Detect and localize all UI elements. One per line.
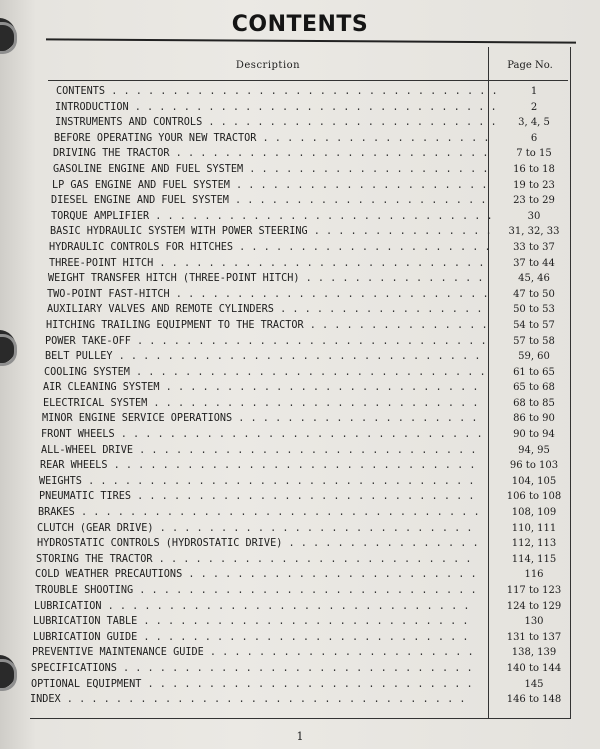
entry-description: WEIGHT TRANSFER HITCH (THREE-POINT HITCH) . . .	[48, 271, 488, 287]
contents-row	[30, 365, 578, 381]
entry-page: 31, 32, 33	[508, 226, 560, 238]
contents-row	[30, 645, 578, 661]
entry-description: INSTRUMENTS AND CONTROLS . . .	[55, 115, 495, 131]
entry-description: HYDROSTATIC CONTROLS (HYDROSTATIC DRIVE) . . .	[37, 536, 477, 552]
entry-page: 96 to 103	[509, 460, 559, 472]
entry-page: 1	[530, 86, 538, 97]
contents-row	[30, 552, 578, 568]
entry-description: BELT PULLEY . . .	[45, 349, 485, 365]
entry-page: 138, 139	[511, 647, 557, 659]
binder-ring-icon	[0, 334, 17, 366]
entry-description: LUBRICATION . . .	[34, 599, 474, 615]
entry-description: LUBRICATION GUIDE . . .	[33, 630, 473, 646]
contents-list	[30, 84, 578, 708]
contents-row	[30, 162, 578, 178]
bottom-rule	[30, 718, 570, 719]
entry-page: 146 to 148	[506, 694, 562, 706]
entry-page: 112, 113	[511, 538, 557, 550]
entry-description: SPECIFICATIONS . . .	[31, 661, 471, 677]
contents-row	[30, 567, 578, 583]
entry-description: COLD WEATHER PRECAUTIONS . . .	[35, 567, 475, 583]
entry-page: 45, 46	[518, 273, 550, 285]
entry-description: COOLING SYSTEM . . .	[44, 365, 484, 381]
contents-row	[30, 599, 578, 615]
contents-row	[30, 380, 578, 396]
entry-description: INTRODUCTION . . .	[55, 100, 495, 116]
entry-page: 86 to 90	[513, 413, 555, 425]
contents-row	[30, 256, 578, 272]
page-title: CONTENTS	[231, 12, 369, 37]
entry-page: 117 to 123	[506, 585, 562, 596]
entry-page: 124 to 129	[506, 600, 562, 612]
entry-page: 90 to 94	[513, 429, 555, 441]
entry-page: 54 to 57	[513, 319, 555, 331]
entry-page: 131 to 137	[506, 631, 562, 643]
entry-page: 140 to 144	[506, 662, 562, 674]
entry-description: MINOR ENGINE SERVICE OPERATIONS . . .	[42, 411, 482, 427]
contents-row	[30, 318, 578, 334]
entry-description: STORING THE TRACTOR . . .	[36, 552, 476, 568]
entry-description: GASOLINE ENGINE AND FUEL SYSTEM . . .	[53, 162, 493, 178]
entry-description: DRIVING THE TRACTOR . . .	[53, 146, 493, 162]
contents-row	[30, 302, 578, 318]
contents-row	[30, 131, 578, 147]
contents-row	[30, 193, 578, 209]
entry-page: 65 to 68	[513, 382, 555, 394]
contents-row	[30, 521, 578, 537]
entry-page: 130	[524, 616, 544, 628]
entry-description: POWER TAKE-OFF . . .	[45, 334, 485, 350]
contents-row	[30, 583, 578, 599]
entry-page: 61 to 65	[513, 366, 555, 378]
contents-row	[30, 536, 578, 552]
header-description: Description	[235, 60, 301, 71]
contents-row	[30, 349, 578, 365]
contents-row	[30, 489, 578, 505]
entry-page: 19 to 23	[513, 179, 555, 191]
entry-description: OPTIONAL EQUIPMENT . . .	[31, 677, 471, 693]
contents-row	[30, 630, 578, 646]
contents-row	[30, 614, 578, 630]
contents-row	[30, 100, 578, 116]
contents-row	[30, 443, 578, 459]
entry-page: 94, 95	[518, 444, 550, 456]
entry-page: 23 to 29	[513, 195, 555, 207]
contents-row	[30, 224, 578, 240]
contents-row	[30, 396, 578, 412]
entry-description: AUXILIARY VALVES AND REMOTE CYLINDERS . . .	[47, 302, 487, 318]
contents-row	[30, 677, 578, 693]
entry-page: 145	[524, 678, 544, 690]
entry-page: 50 to 53	[513, 304, 555, 316]
contents-row	[30, 209, 578, 225]
entry-description: AIR CLEANING SYSTEM . . .	[43, 380, 483, 396]
page-number: 1	[296, 730, 304, 743]
entry-page: 2	[530, 101, 538, 113]
entry-description: PNEUMATIC TIRES . . .	[39, 489, 479, 505]
entry-description: CLUTCH (GEAR DRIVE) . . .	[37, 521, 477, 537]
entry-page: 114, 115	[511, 553, 557, 565]
entry-description: FRONT WHEELS . . .	[41, 427, 481, 443]
entry-description: LP GAS ENGINE AND FUEL SYSTEM . . .	[52, 178, 492, 194]
entry-page: 33 to 37	[513, 241, 555, 253]
contents-row	[30, 334, 578, 350]
header-page-no: Page No.	[507, 60, 553, 71]
title-rule	[46, 38, 576, 43]
contents-row	[30, 411, 578, 427]
entry-page: 59, 60	[518, 351, 550, 363]
entry-page: 68 to 85	[513, 397, 555, 409]
entry-page: 30	[527, 210, 541, 222]
entry-description: WEIGHTS . . .	[39, 474, 479, 490]
entry-page: 3, 4, 5	[518, 117, 550, 129]
entry-description: ALL-WHEEL DRIVE . . .	[41, 443, 481, 459]
entry-page: 16 to 18	[513, 163, 555, 175]
entry-page: 110, 111	[511, 522, 557, 534]
contents-row	[30, 271, 578, 287]
entry-page: 116	[524, 569, 544, 581]
contents-row	[30, 427, 578, 443]
contents-row	[30, 458, 578, 474]
entry-description: LUBRICATION TABLE . . .	[33, 614, 473, 630]
contents-row	[30, 84, 578, 100]
entry-page: 104, 105	[511, 475, 557, 487]
binder-ring-icon	[0, 659, 17, 691]
entry-description: HITCHING TRAILING EQUIPMENT TO THE TRACTOR . . .	[46, 318, 486, 334]
contents-row	[30, 146, 578, 162]
entry-page: 108, 109	[511, 507, 557, 519]
entry-description: HYDRAULIC CONTROLS FOR HITCHES . . .	[49, 240, 489, 256]
entry-description: TROUBLE SHOOTING . . .	[35, 583, 475, 599]
entry-description: BASIC HYDRAULIC SYSTEM WITH POWER STEERING . . .	[50, 224, 490, 240]
entry-description: REAR WHEELS . . .	[40, 458, 480, 474]
contents-row	[30, 692, 578, 708]
contents-row	[30, 287, 578, 303]
entry-page: 37 to 44	[513, 257, 555, 269]
contents-row	[30, 115, 578, 131]
entry-page: 47 to 50	[513, 288, 555, 300]
entry-description: PREVENTIVE MAINTENANCE GUIDE . . .	[32, 645, 472, 661]
entry-description: CONTENTS . . .	[56, 84, 496, 100]
contents-row	[30, 505, 578, 521]
entry-description: INDEX . . .	[30, 692, 470, 708]
entry-page: 6	[530, 132, 538, 144]
contents-row	[30, 661, 578, 677]
contents-row	[30, 178, 578, 194]
entry-page: 106 to 108	[506, 491, 562, 503]
entry-description: BEFORE OPERATING YOUR NEW TRACTOR . . .	[54, 131, 494, 147]
entry-description: TORQUE AMPLIFIER . . .	[51, 209, 491, 225]
entry-description: TWO-POINT FAST-HITCH . . .	[47, 287, 487, 303]
contents-row	[30, 240, 578, 256]
entry-description: BRAKES . . .	[38, 505, 478, 521]
entry-description: DIESEL ENGINE AND FUEL SYSTEM . . .	[51, 193, 491, 209]
entry-page: 7 to 15	[516, 148, 552, 160]
contents-row	[30, 474, 578, 490]
entry-description: ELECTRICAL SYSTEM . . .	[43, 396, 483, 412]
entry-description: THREE-POINT HITCH . . .	[49, 256, 489, 272]
entry-page: 57 to 58	[513, 335, 555, 347]
